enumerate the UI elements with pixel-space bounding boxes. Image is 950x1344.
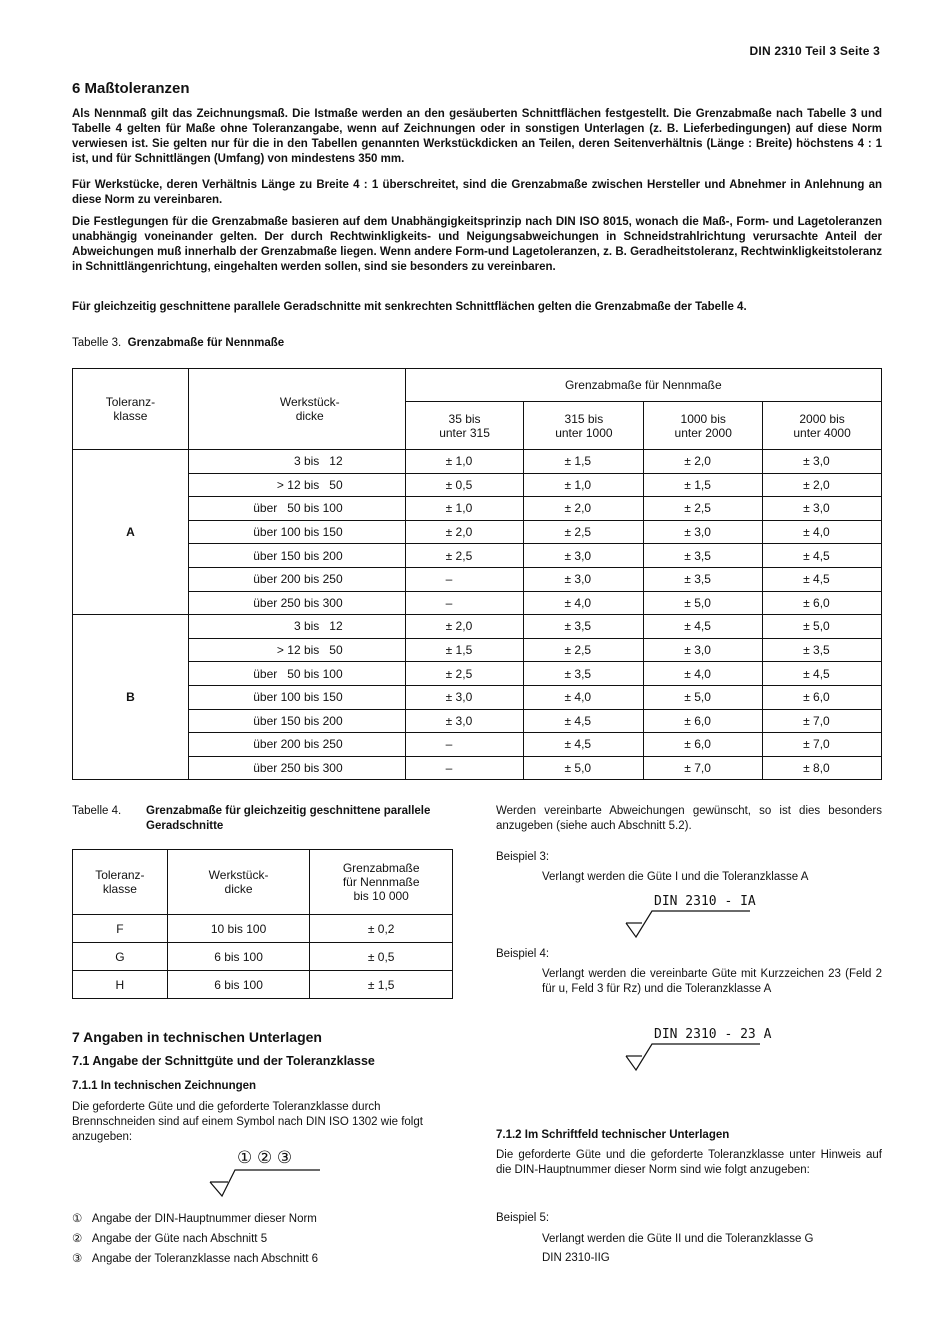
grenzabmass-cell: ± 2,5 [405,544,524,568]
table4-dicke: 6 bis 100 [167,943,310,971]
grenzabmass-cell: ± 7,0 [644,756,763,780]
grenzabmass-cell: ± 4,0 [524,685,644,709]
table3-header-range: 1000 bis unter 2000 [644,402,763,450]
grenzabmass-cell: – [405,567,524,591]
example4-symbol-text: DIN 2310 - 23 A [654,1027,772,1042]
paragraph-3: Die Festlegungen für die Grenzabmaße basieren auf dem Unabhängigkeitsprinzip nach DIN ISO 8015, wonach die Maß-, Form- und Lagetoleranzen unabhängig voneinander gelten. Der durch Rechtwinkligkeits- und Neigungsabweichungen in Schneidstrahlrichtung verursachte Anteil der Abweichungen muß innerhalb der Grenzabmaße liegen. Wenn andere Form-und Lagetoleranzen, z. B. Geradheitstoleranz, Rechtwinkligkeitstoleranz in Schnittlängenrichtung, eingehalten werden sollen, sind sie besonders zu vereinbaren. [72,216,882,273]
werkstueckdicke-cell: über 250 bis 300 [188,591,405,615]
grenzabmass-cell: ± 5,0 [644,685,763,709]
table4-header-klasse: Toleranz- klasse [73,850,168,915]
grenzabmass-cell: ± 7,0 [763,733,882,757]
table-row [73,520,882,544]
grenzabmass-cell: ± 2,0 [763,473,882,497]
grenzabmass-cell: ± 6,0 [763,685,882,709]
table4-value: ± 0,5 [310,943,453,971]
werkstueckdicke-cell: 3 bis 12 [188,450,405,474]
table-row [73,497,882,521]
grenzabmass-cell: ± 3,0 [524,567,644,591]
grenzabmass-cell: ± 4,0 [524,591,644,615]
grenzabmass-cell: ± 1,0 [405,497,524,521]
legend-text: Angabe der Güte nach Abschnitt 5 [91,1233,268,1245]
example5-label: Beispiel 5: [496,1212,550,1224]
werkstueckdicke-cell: über 200 bis 250 [188,567,405,591]
table-row [73,544,882,568]
werkstueckdicke-cell: über 200 bis 250 [188,733,405,757]
grenzabmass-cell: ± 1,0 [524,473,644,497]
grenzabmass-cell: ± 4,5 [524,709,644,733]
table4-klasse: G [73,943,168,971]
table-row [73,733,882,757]
paragraph-4: Für gleichzeitig geschnittene parallele Geradschnitte mit senkrechten Schnittflächen gelten die Grenzabmaße der Tabelle 4. [72,301,747,313]
section-712-text: Die geforderte Güte und die geforderte Toleranzklasse unter Hinweis auf die DIN-Hauptnummer dieser Norm sind wie folgt anzugeben: [496,1149,882,1176]
grenzabmass-cell: ± 3,5 [763,638,882,662]
werkstueckdicke-cell: über 50 bis 100 [188,662,405,686]
grenzabmass-cell: ± 4,5 [524,733,644,757]
grenzabmass-cell: ± 3,0 [405,685,524,709]
grenzabmass-cell: ± 3,5 [524,662,644,686]
table3-caption-num: Tabelle 3. [72,337,122,349]
table-row [73,567,882,591]
table-row [73,662,882,686]
section-6-title: 6 Maßtoleranzen [72,80,190,97]
grenzabmass-cell: ± 2,0 [644,450,763,474]
grenzabmass-cell: ± 6,0 [644,733,763,757]
table4-klasse: H [73,971,168,999]
grenzabmass-cell: ± 6,0 [763,591,882,615]
grenzabmass-cell: ± 4,0 [644,662,763,686]
table-row [73,638,882,662]
table4-header-dicke: Werkstück- dicke [167,850,310,915]
example4-symbol [622,1026,802,1074]
toleranzklasse-cell: B [73,615,189,780]
table4-value: ± 0,2 [310,915,453,943]
grenzabmass-cell: ± 1,0 [405,450,524,474]
table4-caption [72,804,462,834]
grenzabmass-cell: ± 2,5 [405,662,524,686]
grenzabmass-cell: ± 4,5 [763,544,882,568]
symbol-circles: ① ② ③ [237,1148,293,1167]
grenzabmass-cell: ± 2,5 [524,520,644,544]
grenzabmass-cell: ± 3,0 [405,709,524,733]
section-71-title: 7.1 Angabe der Schnittgüte und der Toleranzklasse [72,1054,375,1068]
example5-code: DIN 2310-IIG [542,1252,610,1264]
werkstueckdicke-cell: über 100 bis 150 [188,520,405,544]
table4-dicke: 6 bis 100 [167,971,310,999]
legend-number: ② [72,1233,83,1245]
grenzabmass-cell: ± 1,5 [405,638,524,662]
legend-item [72,1232,267,1247]
toleranzklasse-cell: A [73,450,189,615]
legend-item [72,1252,318,1267]
table-row [73,971,453,999]
grenzabmass-cell: ± 5,0 [763,615,882,639]
example3-label: Beispiel 3: [496,851,550,863]
page-header: DIN 2310 Teil 3 Seite 3 [749,44,880,58]
surface-symbol [205,1148,345,1200]
grenzabmass-cell: ± 5,0 [644,591,763,615]
grenzabmass-cell: ± 2,0 [405,615,524,639]
grenzabmass-cell: ± 3,5 [644,544,763,568]
section-712-title: 7.1.2 Im Schriftfeld technischer Unterlagen [496,1129,730,1141]
grenzabmass-cell: ± 2,0 [405,520,524,544]
table3-header-group: Grenzabmaße für Nennmaße [405,369,881,402]
table3-caption [72,337,284,349]
grenzabmass-cell: ± 4,5 [763,567,882,591]
grenzabmass-cell: ± 3,5 [644,567,763,591]
grenzabmass-cell: ± 3,0 [644,520,763,544]
table-3 [72,368,882,780]
legend-text: Angabe der Toleranzklasse nach Abschnitt 6 [91,1253,319,1265]
example3-symbol-text: DIN 2310 - IA [654,894,756,909]
grenzabmass-cell: ± 8,0 [763,756,882,780]
table-row [73,615,882,639]
example3-text: Verlangt werden die Güte I und die Toleranzklasse A [542,871,809,883]
grenzabmass-cell: ± 3,0 [524,544,644,568]
grenzabmass-cell: ± 7,0 [763,709,882,733]
table-row [73,473,882,497]
example3-symbol [622,893,792,941]
table3-header-klasse: Toleranz- klasse [73,369,189,450]
table3-header-range: 315 bis unter 1000 [524,402,644,450]
table-row [73,591,882,615]
werkstueckdicke-cell: 3 bis 12 [188,615,405,639]
grenzabmass-cell: ± 3,0 [763,497,882,521]
grenzabmass-cell: – [405,756,524,780]
table4-header-value: Grenzabmaße für Nennmaße bis 10 000 [310,850,453,915]
legend-number: ③ [72,1253,83,1265]
example5-text: Verlangt werden die Güte II und die Toleranzklasse G [542,1233,814,1245]
table3-header-dicke: Werkstück- dicke [188,369,405,450]
grenzabmass-cell: ± 3,0 [763,450,882,474]
werkstueckdicke-cell: > 12 bis 50 [188,638,405,662]
werkstueckdicke-cell: über 250 bis 300 [188,756,405,780]
table4-klasse: F [73,915,168,943]
grenzabmass-cell: ± 3,0 [644,638,763,662]
grenzabmass-cell: ± 6,0 [644,709,763,733]
legend-item [72,1212,317,1227]
grenzabmass-cell: – [405,733,524,757]
grenzabmass-cell: ± 2,5 [644,497,763,521]
paragraph-1: Als Nennmaß gilt das Zeichnungsmaß. Die Istmaße werden an den gesäuberten Schnittflächen festgestellt. Die Grenzabmaße nach Tabelle 3 und Tabelle 4 gelten für Maße ohne Toleranzangabe, wenn auf Zeichnungen oder in sonstigen Unterlagen (z. B. Lieferbedingungen) auf diese Norm verwiesen ist. Sie gelten nur für die in den Tabellen genannten Werkstückdicken an Teilen, deren Seitenverhältnis (Länge : Breite) höchstens 4 : 1 ist, und für Schnittlängen (Umfang) von mindestens 350 mm. [72,108,882,165]
legend-number: ① [72,1213,83,1225]
grenzabmass-cell: – [405,591,524,615]
werkstueckdicke-cell: über 150 bis 200 [188,709,405,733]
werkstueckdicke-cell: über 100 bis 150 [188,685,405,709]
paragraph-2: Für Werkstücke, deren Verhältnis Länge zu Breite 4 : 1 überschreitet, sind die Grenzabmaße zwischen Hersteller und Abnehmer in Anlehnung an diese Norm zu vereinbaren. [72,179,882,206]
section-711-title: 7.1.1 In technischen Zeichnungen [72,1080,257,1092]
example4-text: Verlangt werden die vereinbarte Güte mit Kurzzeichen 23 (Feld 2 für u, Feld 3 für Rz) und die Toleranzklasse A [542,968,882,995]
example4-label: Beispiel 4: [496,948,550,960]
grenzabmass-cell: ± 1,5 [524,450,644,474]
grenzabmass-cell: ± 4,0 [763,520,882,544]
table4-caption-num: Tabelle 4. [72,805,122,817]
right-intro: Werden vereinbarte Abweichungen gewünscht, so ist dies besonders anzugeben (siehe auch Abschnitt 5.2). [496,805,882,832]
grenzabmass-cell: ± 2,0 [524,497,644,521]
table-row [73,915,453,943]
werkstueckdicke-cell: über 50 bis 100 [188,497,405,521]
table-4 [72,849,453,999]
grenzabmass-cell: ± 1,5 [644,473,763,497]
grenzabmass-cell: ± 4,5 [644,615,763,639]
table4-caption-title: Grenzabmaße für gleichzeitig geschnittene parallele Geradschnitte [146,805,431,832]
grenzabmass-cell: ± 0,5 [405,473,524,497]
table4-dicke: 10 bis 100 [167,915,310,943]
table-row [73,709,882,733]
table3-caption-title: Grenzabmaße für Nennmaße [127,337,285,349]
grenzabmass-cell: ± 2,5 [524,638,644,662]
table-row [73,685,882,709]
table3-header-range: 35 bis unter 315 [405,402,524,450]
grenzabmass-cell: ± 3,5 [524,615,644,639]
grenzabmass-cell: ± 5,0 [524,756,644,780]
section-711-text: Die geforderte Güte und die geforderte Toleranzklasse durch Brennschneiden sind auf einem Symbol nach DIN ISO 1302 wie folgt anzugeben: [72,1101,423,1143]
table-row [73,756,882,780]
table3-header-range: 2000 bis unter 4000 [763,402,882,450]
werkstueckdicke-cell: über 150 bis 200 [188,544,405,568]
section-7-title: 7 Angaben in technischen Unterlagen [72,1029,322,1045]
table-row [73,943,453,971]
table-row [73,450,882,474]
grenzabmass-cell: ± 4,5 [763,662,882,686]
legend-text: Angabe der DIN-Hauptnummer dieser Norm [91,1213,317,1225]
table4-value: ± 1,5 [310,971,453,999]
werkstueckdicke-cell: > 12 bis 50 [188,473,405,497]
